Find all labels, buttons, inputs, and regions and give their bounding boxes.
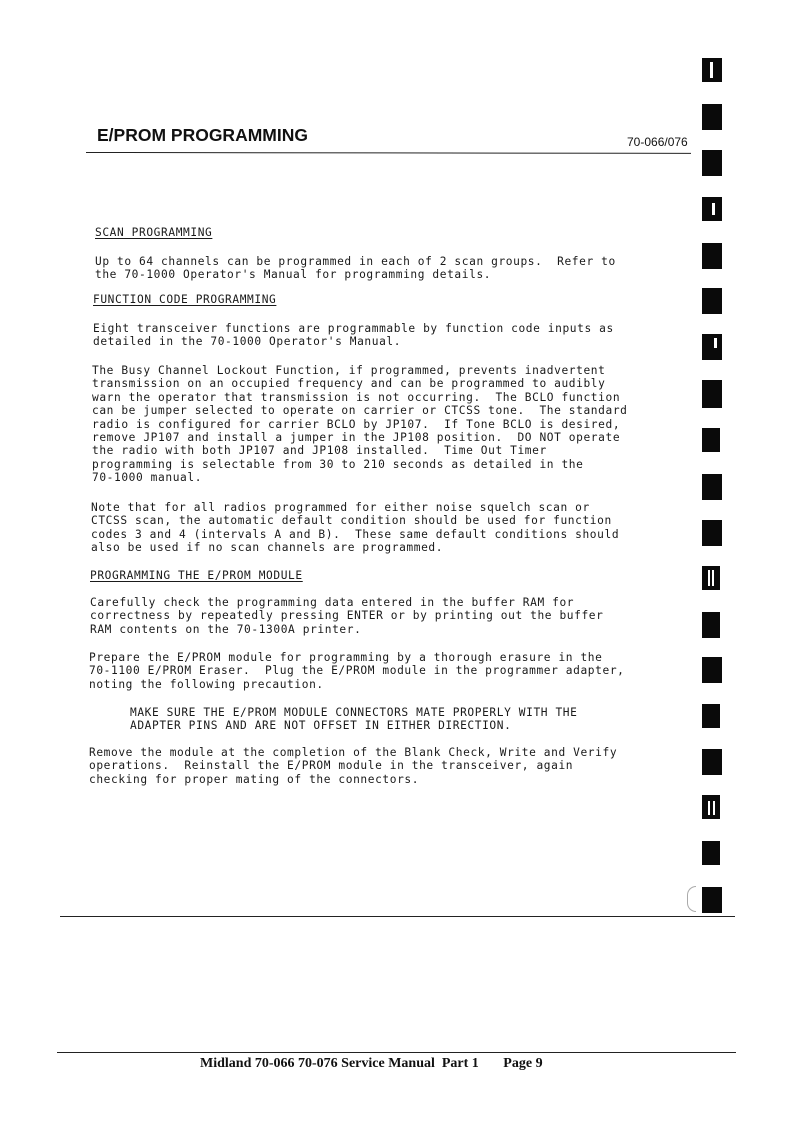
index-tab: [702, 334, 722, 360]
index-tab: [702, 704, 720, 728]
index-tab: [702, 104, 722, 130]
index-tab: [702, 428, 720, 452]
index-tab: [702, 474, 722, 500]
index-tab: [702, 380, 722, 408]
index-tab: [702, 150, 722, 176]
remove-module-paragraph: Remove the module at the completion of the Blank Check, Write and Verify operations. Reinstall the E/PROM module in the transceiver, again checking for proper mating of the connectors.: [89, 746, 618, 786]
index-tab: [702, 749, 722, 775]
page-footer: Midland 70-066 70-076 Service Manual Part 1 Page 9: [200, 1056, 543, 1071]
index-tab: [702, 520, 722, 546]
index-tab: [702, 197, 722, 221]
precaution-note: MAKE SURE THE E/PROM MODULE CONNECTORS MATE PROPERLY WITH THE ADAPTER PINS AND ARE NOT OFFSET IN EITHER DIRECTION.: [130, 706, 578, 733]
index-tab: [702, 887, 722, 913]
bclo-paragraph: The Busy Channel Lockout Function, if programmed, prevents inadvertent transmission on an occupied frequency and can be programmed to audibly warn the operator that transmission is not occurring. The BCLO function can be jumper selected to operate on carrier or CTCSS tone. The standard radio is configured for carrier BCLO by JP107. If Tone BCLO is desired, remove JP107 and install a jumper in the JP108 position. DO NOT operate the radio with both JP107 and JP108 installed. Time Out Timer programming is selectable from 30 to 210 seconds as detailed in the 70-1000 manual.: [92, 364, 628, 485]
section-heading-eprom-module: PROGRAMMING THE E/PROM MODULE: [90, 569, 303, 582]
index-tab: [702, 243, 722, 269]
index-tab: [702, 566, 720, 590]
page-title: E/PROM PROGRAMMING: [97, 125, 308, 145]
index-tab: [702, 58, 722, 82]
section-heading-scan: SCAN PROGRAMMING: [95, 226, 213, 239]
scan-default-paragraph: Note that for all radios programmed for either noise squelch scan or CTCSS scan, the automatic default condition should be used for function codes 3 and 4 (intervals A and B). These same default conditions should also be used if no scan channels are programmed.: [91, 501, 620, 555]
index-tab: [702, 795, 720, 819]
scan-paragraph: Up to 64 channels can be programmed in each of 2 scan groups. Refer to the 70-1000 Operator's Manual for programming details.: [95, 255, 616, 282]
index-tab: [702, 288, 722, 314]
index-tab: [702, 612, 720, 638]
index-tab: [702, 841, 720, 865]
header-rule: [86, 152, 691, 154]
section-heading-function-code: FUNCTION CODE PROGRAMMING: [93, 293, 277, 306]
check-data-paragraph: Carefully check the programming data entered in the buffer RAM for correctness by repeatedly pressing ENTER or by printing out the buffer RAM contents on the 70-1300A printer.: [90, 596, 604, 636]
function-code-paragraph-1: Eight transceiver functions are programmable by function code inputs as detailed in the 70-1000 Operator's Manual.: [93, 322, 614, 349]
model-code: 70-066/076: [627, 135, 688, 149]
index-tab: [702, 657, 722, 683]
binding-mark: [687, 886, 696, 912]
content-bottom-rule: [60, 916, 735, 917]
prepare-module-paragraph: Prepare the E/PROM module for programming by a thorough erasure in the 70-1100 E/PROM Eraser. Plug the E/PROM module in the programmer adapter, noting the following precaution.: [89, 651, 625, 691]
footer-rule: [57, 1052, 736, 1053]
